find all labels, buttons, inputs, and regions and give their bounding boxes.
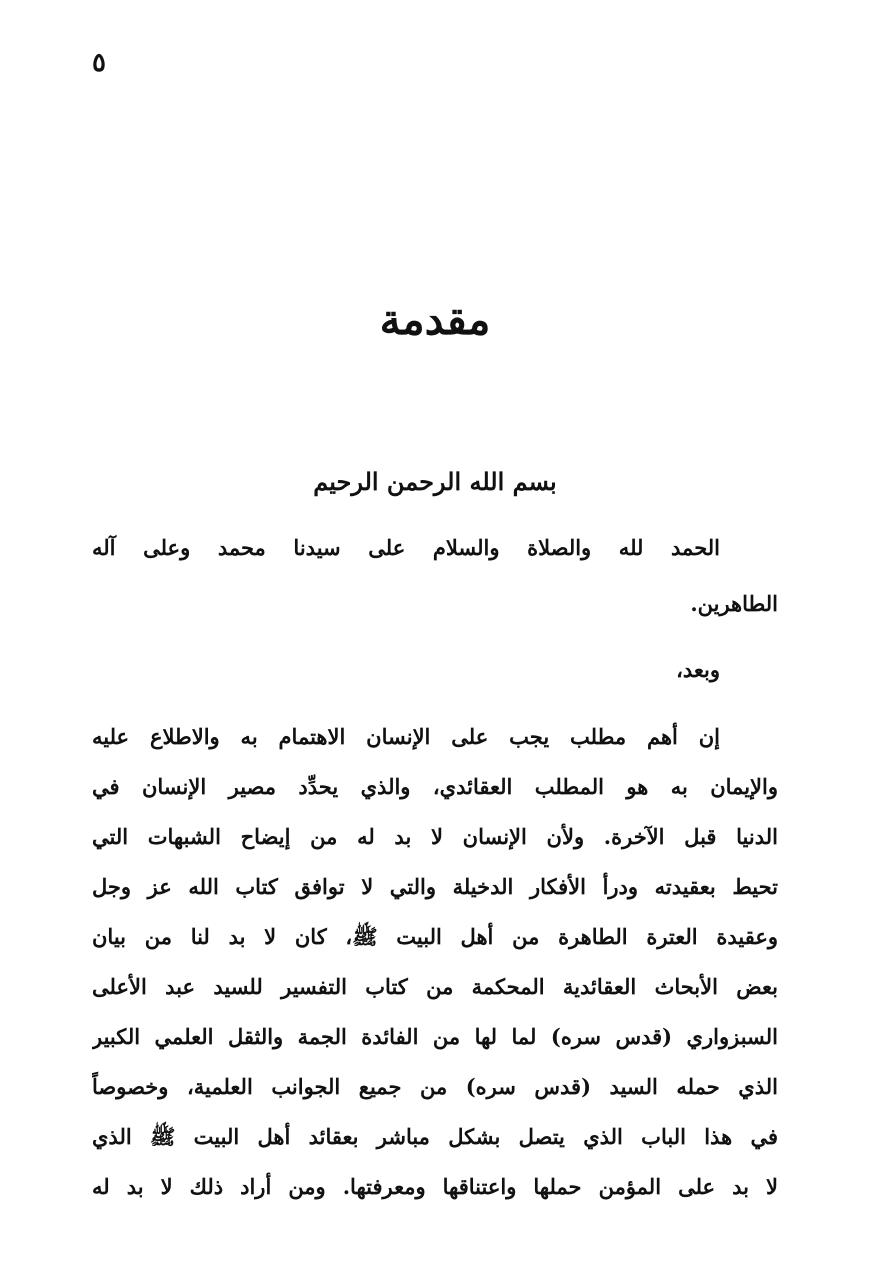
body-paragraph bbox=[92, 712, 778, 1212]
opening-line-2: الطاهرين. bbox=[690, 591, 778, 616]
body-line-6: بعض الأبحاث العقائدية المحكمة من كتاب التفسير للسيد عبد الأعلى bbox=[92, 974, 778, 999]
opening-paragraph bbox=[92, 520, 778, 632]
chapter-title: مقدمة bbox=[379, 295, 491, 344]
body-line-7: السبزواري (قدس سره) لما لها من الفائدة الجمة والثقل العلمي الكبير bbox=[92, 1024, 778, 1049]
opening-line-1: الحمد لله والصلاة والسلام على سيدنا محمد وعلى آله bbox=[92, 535, 720, 560]
page-number: ٥ bbox=[92, 48, 106, 78]
body-line-4: تحيط بعقيدته ودرأ الأفكار الدخيلة والتي لا توافق كتاب الله عز وجل bbox=[92, 874, 778, 899]
basmala-heading: بسم الله الرحمن الرحيم bbox=[313, 467, 557, 496]
body-line-1: إن أهم مطلب يجب على الإنسان الاهتمام به والاطلاع عليه bbox=[92, 724, 720, 749]
transition-paragraph bbox=[92, 645, 778, 695]
body-line-9: في هذا الباب الذي يتصل بشكل مباشر بعقائد أهل البيت ﷺ الذي bbox=[92, 1124, 778, 1149]
body-line-8: الذي حمله السيد (قدس سره) من جميع الجوانب العلمية، وخصوصاً bbox=[92, 1074, 778, 1099]
transition-line: وبعد، bbox=[676, 657, 720, 682]
body-line-5: وعقيدة العترة الطاهرة من أهل البيت ﷺ، كان لا بد لنا من بيان bbox=[92, 924, 778, 949]
body-line-3: الدنيا قبل الآخرة. ولأن الإنسان لا بد له من إيضاح الشبهات التي bbox=[92, 824, 778, 849]
body-line-10: لا بد على المؤمن حملها واعتناقها ومعرفتها. ومن أراد ذلك لا بد له bbox=[92, 1174, 778, 1199]
body-line-2: والإيمان به هو المطلب العقائدي، والذي يحدِّد مصير الإنسان في bbox=[92, 774, 778, 799]
